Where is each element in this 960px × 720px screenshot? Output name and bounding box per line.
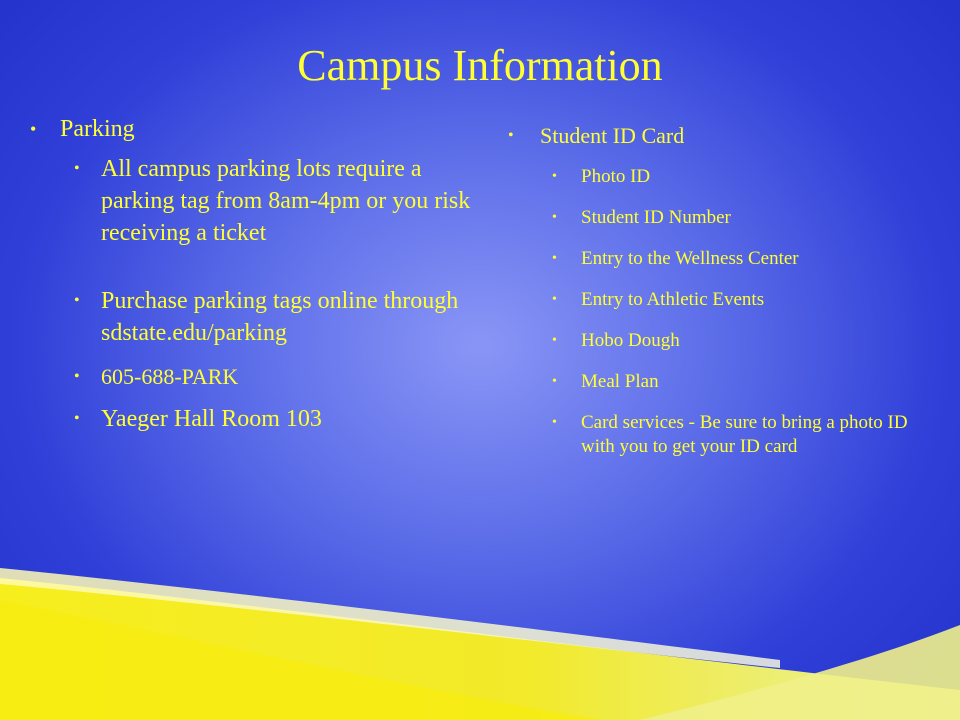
list-item: • All campus parking lots require a parking tag from 8am-4pm or you risk receiving a ticket [30,153,480,249]
student-id-heading: • Student ID Card [504,121,934,151]
list-item: • Entry to the Wellness Center [504,247,934,271]
parking-heading: • Parking [30,113,480,145]
list-item: • Card services - Be sure to bring a photo ID with you to get your ID card [504,411,934,459]
list-item: • Meal Plan [504,370,934,394]
list-item: • Photo ID [504,165,934,189]
list-item: • Yaeger Hall Room 103 [30,403,480,435]
parking-section [30,113,480,435]
list-item: • Entry to Athletic Events [504,288,934,312]
list-item: • Student ID Number [504,206,934,230]
list-item: • 605-688-PARK [30,361,480,393]
student-id-section [504,121,934,459]
list-item: • Purchase parking tags online through sdstate.edu/parking [30,285,480,349]
slide-title: Campus Information [297,41,663,90]
parking-list [30,153,480,435]
list-item: • Hobo Dough [504,329,934,353]
